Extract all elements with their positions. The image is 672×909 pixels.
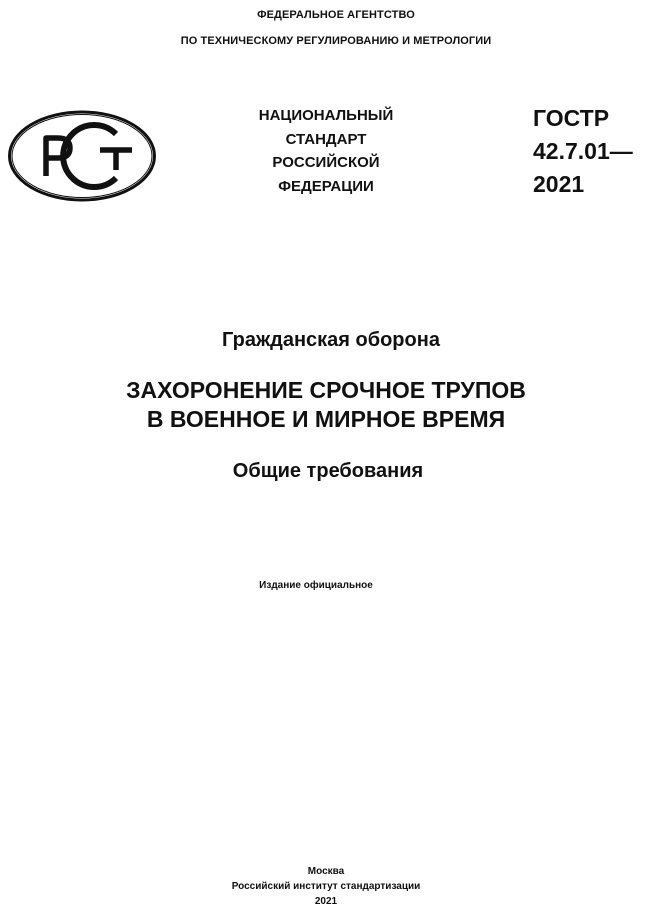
gost-code-line: 42.7.01— [533, 138, 633, 164]
rst-certification-mark-icon [6, 108, 158, 204]
document-subject: Гражданская оборона [222, 329, 440, 351]
publisher-name: Российский институт стандартизации [231, 881, 421, 892]
national-standard-label [240, 104, 412, 198]
agency-name-line-1: ФЕДЕРАЛЬНОЕ АГЕНТСТВО [257, 9, 415, 21]
document-subtitle: Общие требования [232, 460, 424, 482]
gost-code-line: ГОСТР [533, 105, 610, 131]
publication-footer [0, 864, 652, 909]
edition-label: Издание официальное [259, 580, 373, 591]
agency-name-line-2: ПО ТЕХНИЧЕСКОМУ РЕГУЛИРОВАНИЮ И МЕТРОЛОГИИ [180, 35, 492, 47]
publication-city: Москва [307, 866, 345, 877]
national-standard-line: НАЦИОНАЛЬНЫЙ [258, 107, 394, 124]
national-standard-line: РОССИЙСКОЙ [272, 154, 380, 171]
national-standard-line: ФЕДЕРАЦИИ [278, 177, 374, 195]
national-standard-line: СТАНДАРТ [285, 130, 367, 148]
gost-code-line: 2021 [533, 171, 585, 197]
publication-year: 2021 [314, 896, 338, 907]
document-title [0, 376, 652, 434]
gost-designation [533, 102, 633, 201]
document-title-line: В ВОЕННОЕ И МИРНОЕ ВРЕМЯ [146, 406, 506, 432]
document-title-line: ЗАХОРОНЕНИЕ СРОЧНОЕ ТРУПОВ [126, 377, 526, 403]
